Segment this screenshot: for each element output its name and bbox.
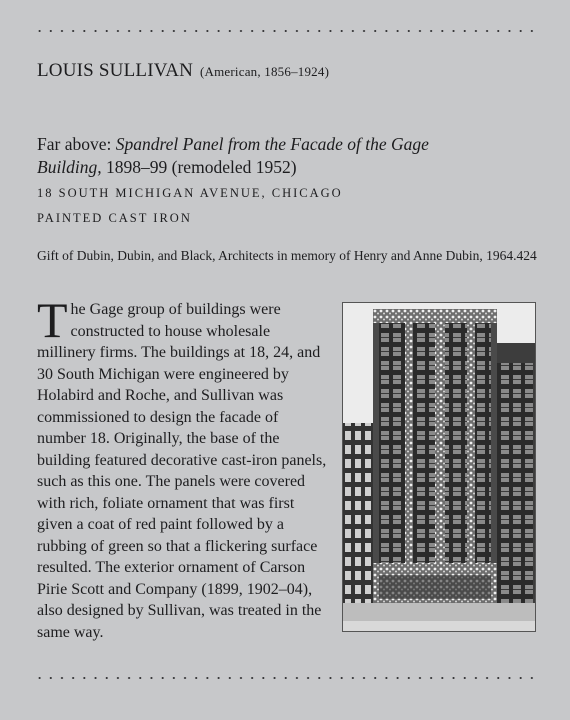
artist-heading (37, 60, 329, 82)
location-line: 18 SOUTH MICHIGAN AVENUE, CHICAGO (37, 186, 343, 200)
credit-line: Gift of Dubin, Dubin, and Black, Architects in memory of Henry and Anne Dubin, 1964.424 (37, 248, 537, 263)
title-prefix: Far above: (37, 134, 116, 154)
artist-dates: (American, 1856–1924) (200, 64, 330, 79)
artist-name: LOUIS SULLIVAN (37, 60, 194, 81)
medium-line: PAINTED CAST IRON (37, 211, 192, 225)
dotted-divider-bottom (34, 677, 539, 679)
drop-cap: T (37, 292, 68, 348)
description-text (37, 292, 327, 643)
dotted-divider-top (34, 30, 539, 32)
building-photo-image (343, 303, 535, 631)
building-photo (342, 302, 536, 632)
description-body: he Gage group of buildings were constructed to house wholesale millinery firms. The buildings at 18, 24, and 30 South Michigan were engineered by Holabird and Roche, and Sullivan was commissioned to design the facade of number 18. Originally, the base of the building featured decorative cast-iron panels, such as this one. The panels were covered with rich, foliate ornament that was first given a coat of red paint followed by a rubbing of green so that a flickering surface resulted. The exterior ornament of Carson Pirie Scott and Company (1899, 1902–04), also designed by Sullivan, was treated in the same way. (37, 301, 327, 641)
title-dates: 1898–99 (remodeled 1952) (101, 157, 297, 177)
title-italic: Spandrel Panel from the Facade of the Gage Building, (37, 134, 429, 177)
artwork-title (37, 133, 437, 179)
